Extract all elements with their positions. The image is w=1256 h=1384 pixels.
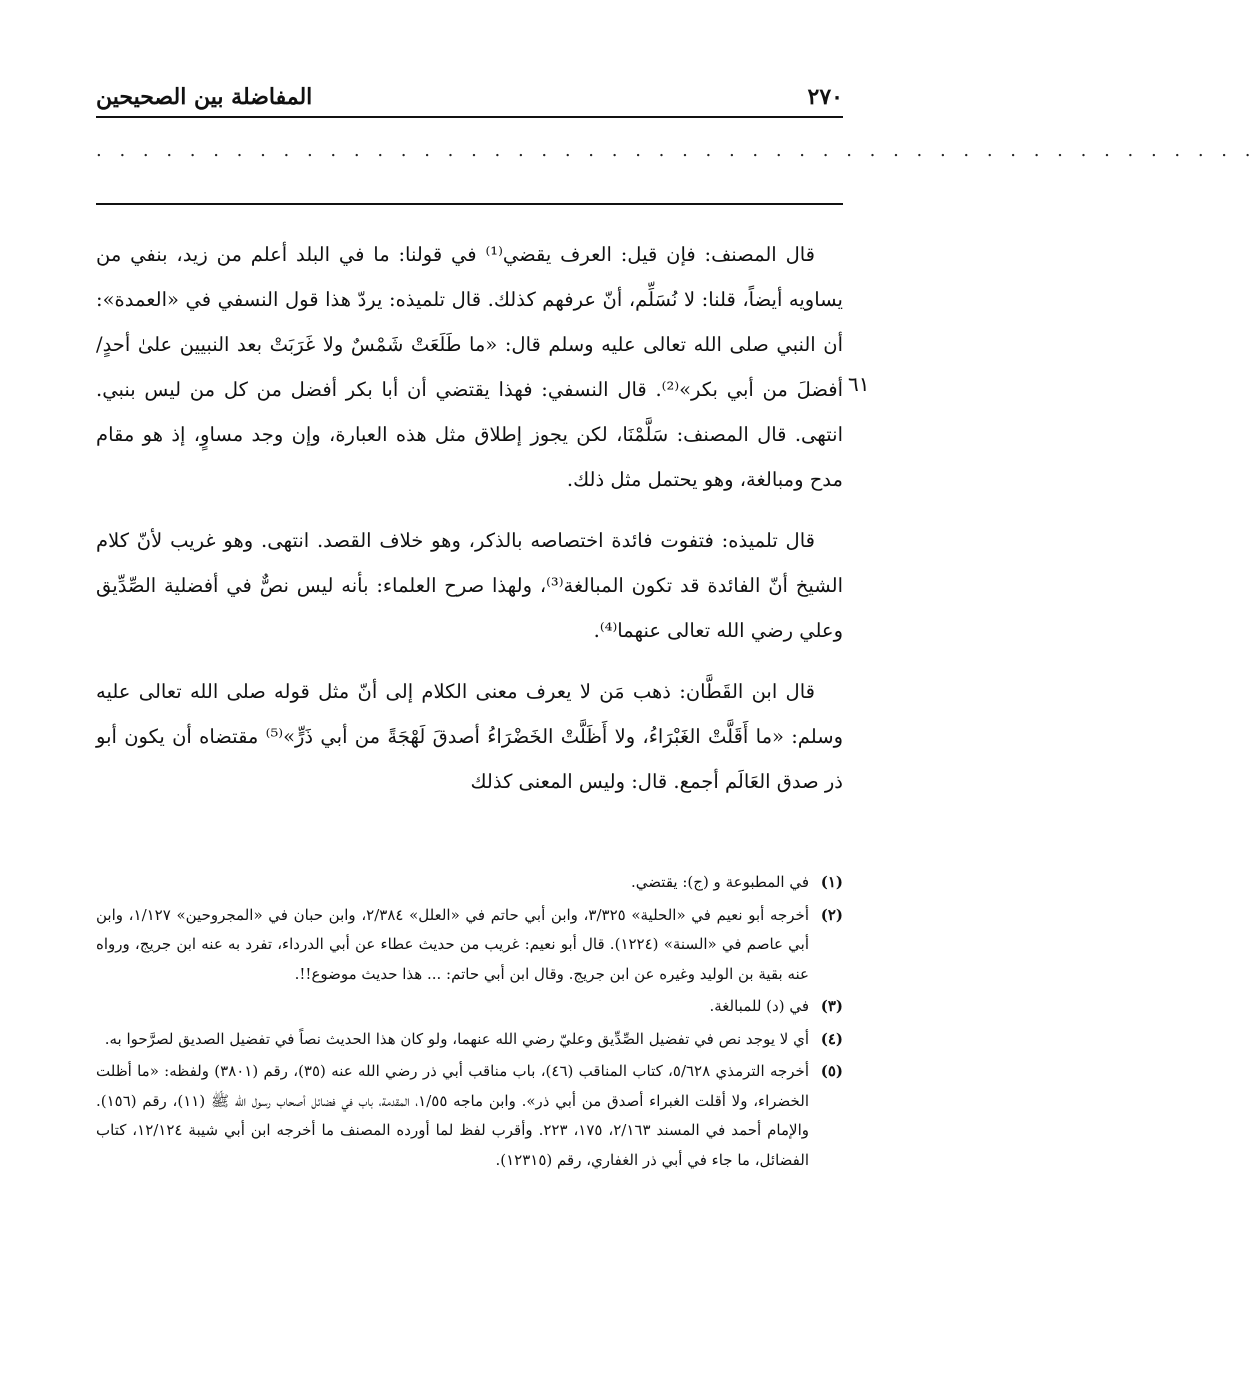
main-text (96, 232, 843, 804)
footnote (96, 992, 843, 1022)
footnote-number: (٣) (820, 997, 843, 1015)
page-header (96, 70, 843, 110)
footnote-text: في (د) للمبالغة. (709, 997, 809, 1015)
footnote (96, 868, 843, 898)
footnote-number: (٢) (820, 905, 843, 924)
footnote-number: (٥) (820, 1062, 843, 1080)
paragraph-1: قال المصنف: فإن قيل: العرف يقضي⁽¹⁾ في قولنا: ما في البلد أعلم من زيد، بنفي من يساويه أيضاً، قلنا: لا نُسَلِّم، أنّ عرفهم كذلك. قال تلميذه: يردّ هذا قول النسفي في «العمدة»: أن النبي صلى الله تعالى عليه وسلم قال: «ما طَلَعَتْ شَمْسٌ ولا غَرَبَتْ بعد النبيين علىٰ أحدٍ/ أفضلَ من أبي بكر»⁽²⁾. قال النسفي: فهذا يقتضي أن أبا بكر أفضل من كل من ليس بنبي. انتهى. قال المصنف: سَلَّمْنَا، لكن يجوز إطلاق مثل هذه العبارة، وإن وجد مساوٍ، إذ هو مقام مدح ومبالغة، وهو يحتمل مثل ذلك. (96, 243, 843, 491)
footnote-number: (١) (820, 873, 843, 891)
paragraph-3: قال ابن القَطَّان: ذهب مَن لا يعرف معنى الكلام إلى أنّ مثل قوله صلى الله تعالى عليه وسلم: «ما أَقَلَّتْ الغَبْرَاءُ، ولا أَظَلَّتْ الخَضْرَاءُ أصدقَ لَهْجَةً من أبي ذَرٍّ»⁽⁵⁾ مقتضاه أن يكون أبو ذر صدق العَالَم أجمع. قال: وليس المعنى كذلك (96, 680, 843, 793)
footnote-text: أخرجه الترمذي ٥/٦٢٨، كتاب المناقب (٤٦)، باب مناقب أبي ذر رضي الله عنه (٣٥)، رقم (٣٨٠١) ولفظه: «ما أظلت الخضراء، ولا أقلت الغبراء أصدق من أبي ذر». وابن ماجه ١/٥٥، المقدمة، باب في فضائل أصحاب رسول الله ﷺ (١١)، رقم (١٥٦). والإمام أحمد في المسند ٢/١٦٣، ١٧٥، ٢٢٣. وأقرب لفظ لما أورده المصنف ما أخرجه ابن أبي شيبة ١٢/١٢٤، كتاب الفضائل، ما جاء في أبي ذر الغفاري، رقم (١٢٣١٥). (96, 1062, 809, 1169)
footnote (96, 1057, 843, 1175)
footnote (96, 1025, 843, 1055)
manuscript-folio-number: ٦١ (848, 372, 870, 396)
footnote-text: أخرجه أبو نعيم في «الحلية» ٣/٣٢٥، وابن أبي حاتم في «العلل» ٢/٣٨٤، وابن حبان في «المجروحين» ١/١٢٧، وابن أبي عاصم في «السنة» (١٢٢٤). قال أبو نعيم: غريب من حديث عطاء عن أبي الدرداء، تفرد به عنه ابن جريج، ورواه عنه بقية بن الوليد وغيره عن ابن جريج. وقال ابن أبي حاتم: ... هذا حديث موضوع!!. (96, 905, 809, 983)
footnote-number: (٤) (820, 1029, 843, 1048)
section-rule (96, 203, 843, 205)
running-title: المفاضلة بين الصحيحين (96, 84, 313, 110)
footnote-text: في المطبوعة و (ج): يقتضي. (631, 873, 809, 891)
footnote-text: أي لا يوجد نص في تفضيل الصِّدِّيق وعليّ رضي الله عنهما، ولو كان هذا الحديث نصاً في تفضيل الصديق لصرَّحوا به. (104, 1029, 809, 1048)
page-number: ٢٧٠ (807, 84, 843, 110)
footnote (96, 901, 843, 990)
header-rule (96, 116, 843, 118)
footnotes (96, 868, 843, 1178)
omission-dots: . . . . . . . . . . . . . . . . . . . . . . . . . . . . . . . . . . . . . . . . . . . . . . . . . . (96, 140, 1256, 161)
paragraph-2: قال تلميذه: فتفوت فائدة اختصاصه بالذكر، وهو خلاف القصد. انتهى. وهو غريب لأنّ كلام الشيخ أنّ الفائدة قد تكون المبالغة⁽³⁾، ولهذا صرح العلماء: بأنه ليس نصٌّ في أفضلية الصِّدِّيق وعلي رضي الله تعالى عنهما⁽⁴⁾. (96, 529, 844, 642)
